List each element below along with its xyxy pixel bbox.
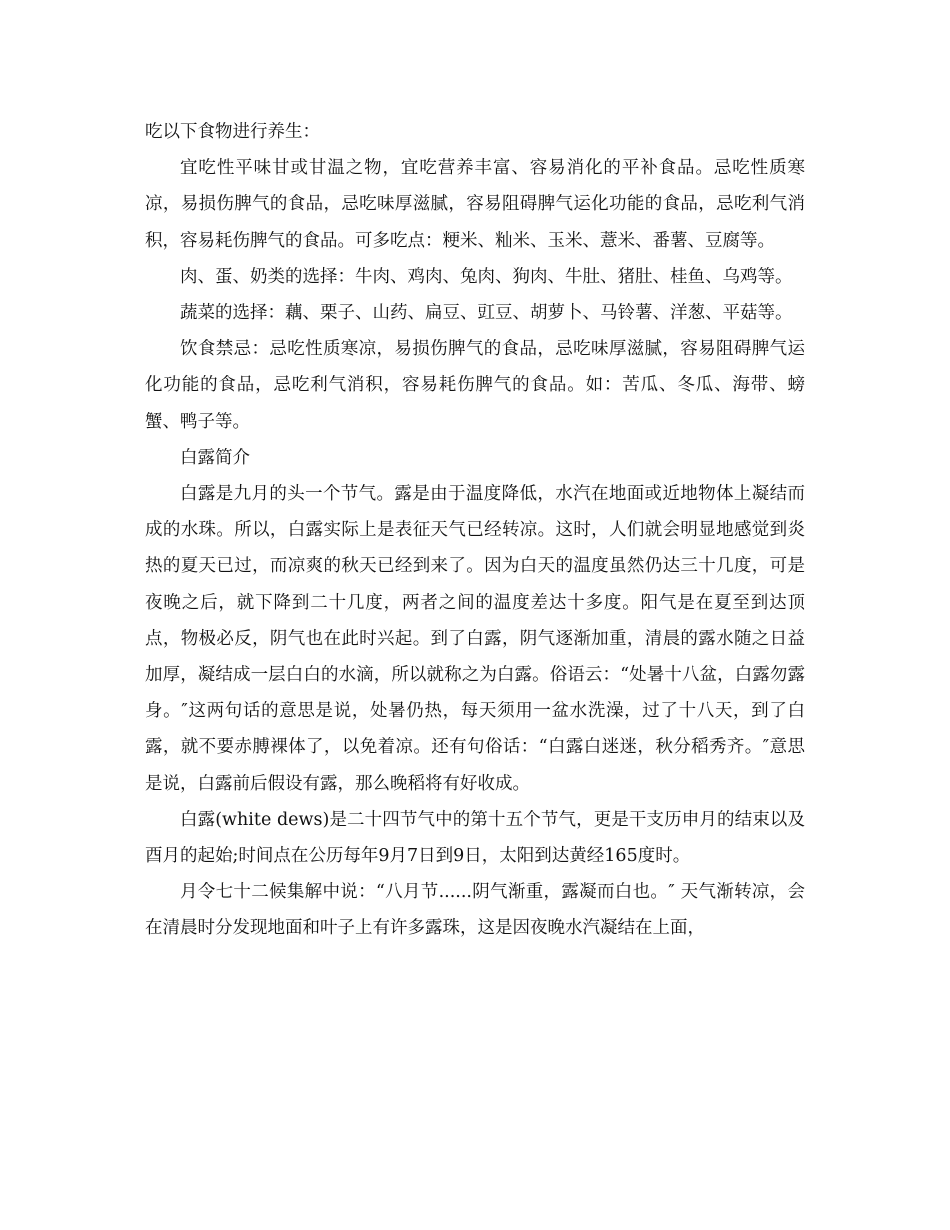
bailu-intro-paragraph: 白露是九月的头一个节气。露是由于温度降低，水汽在地面或近地物体上凝结而成的水珠。所以，白露实际上是表征天气已经转凉。这时，人们就会明显地感觉到炎热的夏天已过，而凉爽的秋天已经到来了。因为白天的温度虽然仍达三十几度，可是夜晚之后，就下降到二十几度，两者之间的温度差达十多度。阳气是在夏至到达顶点，物极必反，阴气也在此时兴起。到了白露，阴气逐渐加重，清晨的露水随之日益加厚，凝结成一层白白的水滴，所以就称之为白露。俗语云：“处暑十八盆，白露勿露身。″这两句话的意思是说，处暑仍热，每天须用一盆水洗澡，过了十八天，到了白露，就不要赤膊裸体了，以免着凉。还有句俗话：“白露白迷迷，秋分稻秀齐。″意思是说，白露前后假设有露，那么晚稻将有好收成。 (145, 484, 805, 794)
diet-advice-paragraph: 宜吃性平味甘或甘温之物，宜吃营养丰富、容易消化的平补食品。忌吃性质寒凉，易损伤脾气的食品，忌吃味厚滋腻，容易阻碍脾气运化功能的食品，忌吃利气消积，容易耗伤脾气的食品。可多吃点：粳米、籼米、玉米、薏米、番薯、豆腐等。 (145, 158, 805, 251)
document-body (145, 114, 805, 947)
bailu-definition-paragraph: 白露(white dews)是二十四节气中的第十五个节气，更是干支历申月的结束以及酉月的起始;时间点在公历每年9月7日到9日，太阳到达黄经165度时。 (145, 809, 805, 867)
intro-line: 吃以下食物进行养生： (145, 122, 320, 142)
vegetables-paragraph: 蔬菜的选择：藕、栗子、山药、扁豆、豇豆、胡萝卜、马铃薯、洋葱、平菇等。 (180, 303, 793, 324)
yueling-paragraph: 月令七十二候集解中说：“八月节......阴气渐重，露凝而白也。″ 天气渐转凉，会在清晨时分发现地面和叶子上有许多露珠，这是因夜晚水汽凝结在上面， (145, 882, 805, 939)
section-heading: 白露简介 (180, 447, 250, 468)
diet-taboo-paragraph: 饮食禁忌：忌吃性质寒凉，易损伤脾气的食品，忌吃味厚滋腻，容易阻碍脾气运化功能的食品，忌吃利气消积，容易耗伤脾气的食品。如：苦瓜、冬瓜、海带、螃蟹、鸭子等。 (145, 339, 805, 432)
meat-egg-dairy-paragraph: 肉、蛋、奶类的选择：牛肉、鸡肉、兔肉、狗肉、牛肚、猪肚、桂鱼、乌鸡等。 (180, 266, 793, 287)
